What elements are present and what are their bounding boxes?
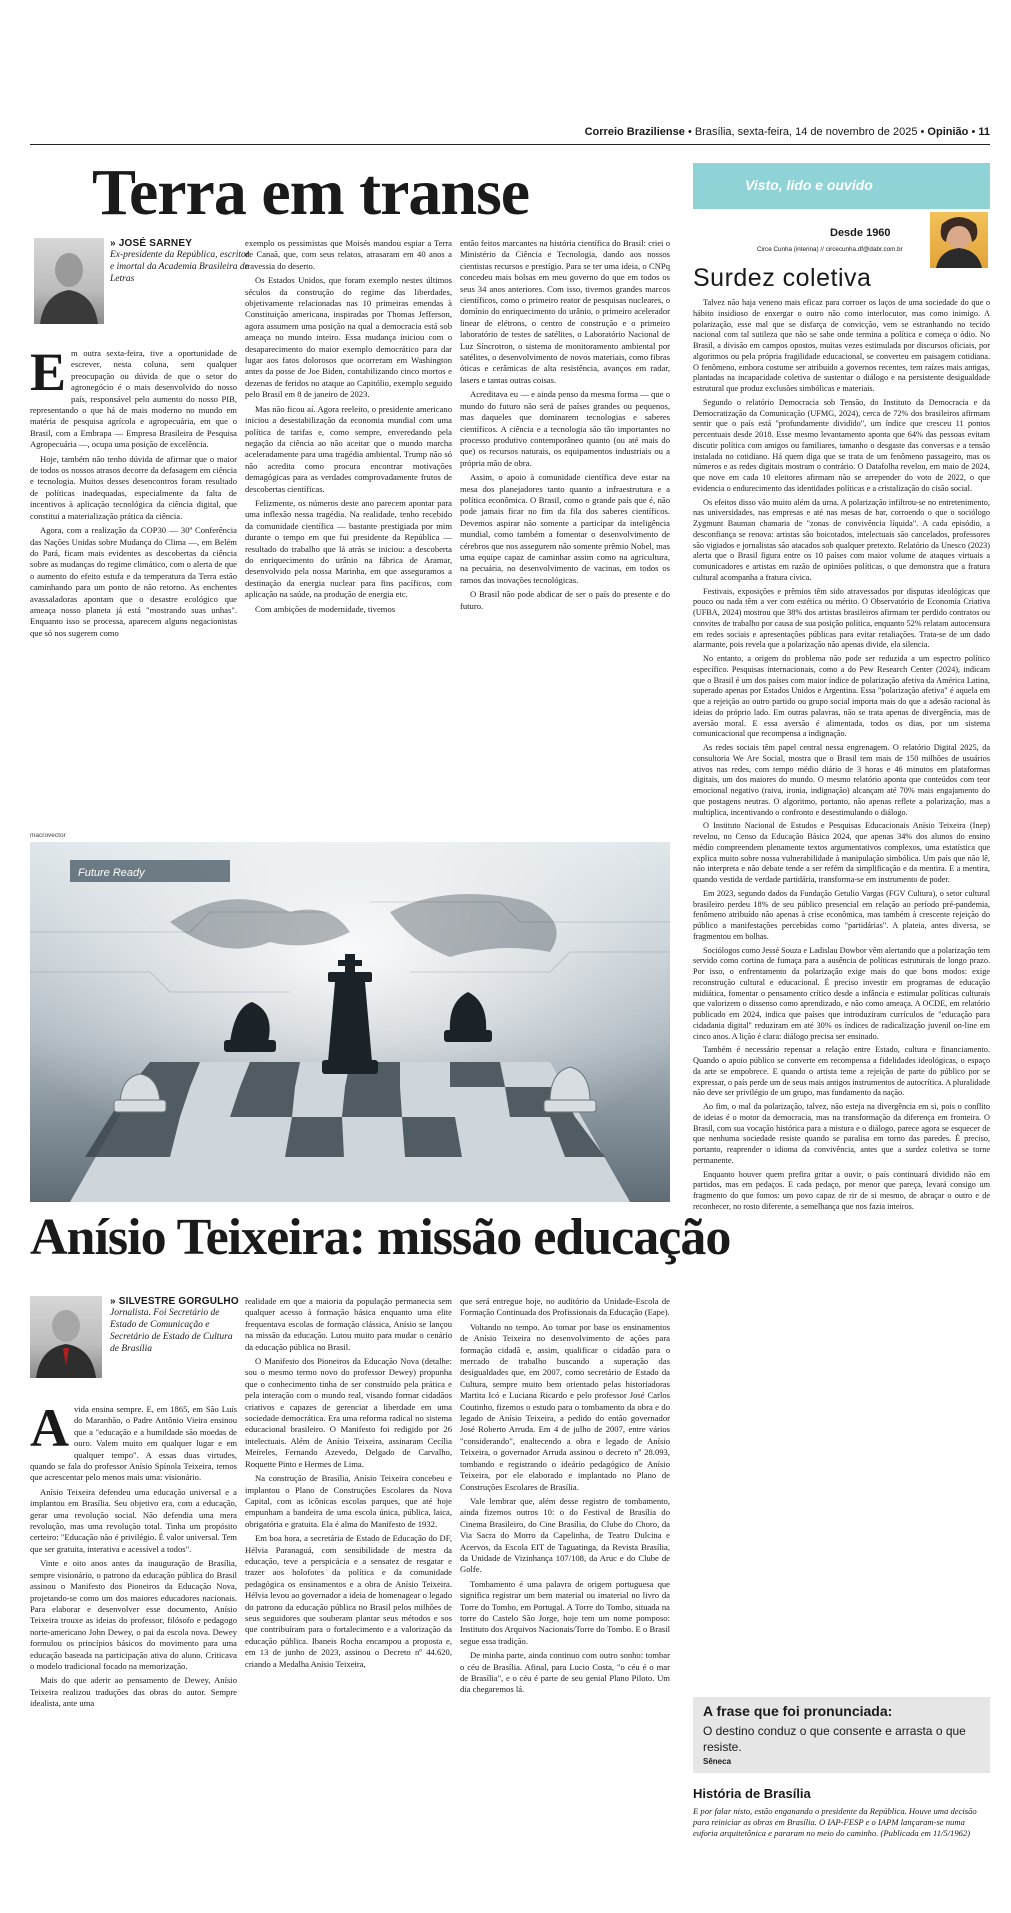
- page-number: 11: [978, 126, 990, 138]
- paragraph: Em boa hora, a secretária de Estado de Educação do DF, Hélvia Paranaguá, com sensibilidade de mestra da educação, teve a perspicácia e a sensatez de resgatar e trazer aos holofotes da política e da comunidade pedagógica os ensinamentos e a obra de Anísio Teixeira. Hélvia levou ao governador a ideia de homenagear o legado do patrono da educação pública no Brasil pelos milhões de seus seguidores que souberam plantar seus métodos e sos que contribuíram para o fortalecimento e a valorização da educação pública. Ibaneis Rocha encampou a proposta e, em 13 de junho de 2023, assinou o Decreto nº 44.620, criando a Medalha Anísio Teixeira,: [245, 1533, 452, 1669]
- paragraph: Assim, o apoio à comunidade científica deve estar na mesa dos planejadores tanto quanto a infraestrutura e a política econômica. O Brasil, como o grande país que é, não pode jamais ficar no fim da fila dos saberes científicos. Devemos aspirar não somente a participar da inteligência mundial, como também a fomentar o desenvolvimento de cérebros que nos assegurem não somente prêmio Nobel, mas uma equipe capaz de caminhar assim como na agricultura, na pecuária, no desenvolvimento de vacinas, em todos os ramos das inovações tecnológicas.: [460, 472, 670, 585]
- paragraph: m outra sexta-feira, tive a oportunidade de escrever, nesta coluna, sem qualquer preocupação ou dúvida de que o setor do agronegócio é o mais desenvolvido do nosso país, responsável pelo aumento do nosso PIB, representando o que há de mais moderno no mundo em matéria de pesquisa agrícola e agropecuária, em que o Brasil, com a Embrapa — Empresa Brasileira de Pesquisa Agropecuária —, ocupa uma posição de excelência.: [30, 348, 237, 450]
- column-since: Desde 1960: [830, 227, 891, 239]
- place-date: Brasília, sexta-feira, 14 de novembro de 2025: [694, 126, 918, 138]
- portrait-icon: [30, 1296, 102, 1378]
- paragraph: Agora, com a realização da COP30 — 30ª Conferência das Nações Unidas sobre Mudança do Clima —, em Belém do Pará, ficam mais evidentes as descobertas da ciência sobre as mudanças do regime climático, com o alerta de que o aumento do efeito estufa e da temperatura da Terra estão caminhando para um ponto de não retorno. As enchentes avassaladoras apontam que o desastre ecológico que ameaça nosso planeta já está "mostrando suas unhas". Enquanto isso se processa, aparecem alguns negacionistas que só nos sugerem como: [30, 525, 237, 638]
- paragraph: então feitos marcantes na história científica do Brasil: criei o Ministério da Ciência e Tecnologia, dando aos nossos cientistas recursos e prestígio. Para se ter uma ideia, o CNPq concedeu mais bolsas em meu governo do que em todos os seus 34 anos anteriores. Com isso, tivemos grandes marcos científicos, como o primeiro reator de pesquisas nucleares, o domínio do enriquecimento do urânio, o primeiro acelerador linear de elétrons, o centro de construção e o primeiro laboratório de testes de satélites, o Laboratório Nacional de Luz Síncrotron, o sistema de monitoramento ambiental por satélites, o desenvolvimento de novos materiais, como fibras óticas e cerâmicas de alta resistência, avanços em radar, lasers e tantas outras coisas.: [460, 238, 670, 385]
- paragraph: Acreditava eu — e ainda penso da mesma forma — que o mundo do futuro não será de países grandes ou pequenos, mas daqueles que dominarem tecnologias e saberes científicos. A ciência e a tecnologia são tão importantes no processo produtivo contemporâneo quanto (ou até mais do que) os recursos naturais, os equipamentos industriais ou a própria mão de obra.: [460, 389, 670, 468]
- portrait-icon: [930, 212, 988, 268]
- article2-title: Anísio Teixeira: missão educação: [30, 1209, 731, 1266]
- paragraph: Festivais, exposições e prêmios têm sido atravessados por disputas ideológicas que pouco ou nada têm a ver com estética ou mérito. O Observatório de Economia Criativa (UFBA, 2024) mostrou que 38% dos artistas brasileiros afirmam ter perdido contratos ou convites de trabalho por causa de sua posição política, enquanto 52% relatam autocensura em redes sociais e apresentações públicas para evitar retaliações. Trata-se de um dado alarmante, pois revela que a polarização não apenas divide, ela silencia.: [693, 586, 990, 650]
- paragraph: exemplo os pessimistas que Moisés mandou espiar a Terra de Canaã, que, com seus relatos, atrasaram em 40 anos a travessia do deserto.: [245, 238, 452, 271]
- paragraph: realidade em que a maioria da população permanecia sem qualquer acesso à formação básica enquanto uma elite frequentava escolas de formação clássica, Anísio se lançou na missão da educação. Lutou muito para mudar o cenário da educação pública no Brasil.: [245, 1296, 452, 1352]
- page-masthead: Correio Braziliense • Brasília, sexta-feira, 14 de novembro de 2025 • Opinião • 11: [584, 126, 990, 138]
- paragraph: Enquanto houver quem prefira gritar a ouvir, o país continuará dividido não em partidos, mas em pedaços. E cada pedaço, por menor que pareça, levará consigo um fragmento do que fomos: um povo capaz de rir de si mesmo, de abraçar o outro e de reconhecer, no rosto diferente, a semelhança que nos fazia inteiros.: [693, 1169, 990, 1211]
- article1-dropcap: E: [30, 342, 67, 402]
- portrait-icon: [34, 238, 104, 324]
- chess-board-illustration: [30, 842, 670, 1202]
- article1-title: Terra em transe: [92, 156, 530, 229]
- article1-column-2: [245, 238, 452, 818]
- paragraph: Voltando no tempo. Ao tomar por base os ensinamentos de Anísio Teixeira no desenvolvimento de ações para formação cidadã e, assim, qualificar o cidadão para o mercado de trabalho buscando a superação das desigualdades que, em 2007, como secretário de Estado da Cultura, sempre muito bem orientado pelas historiadoras Martita Icó e Luciana Ricardo e pelo professor José Carlos Coutinho, fizemos o estudo para o tombamento da obra e do legado de Anísio Teixeira, a pedido do então governador José Roberto Arruda. Em 4 de julho de 2007, entre vários "considerando", enaltecendo a obra e legado de Anísio Teixeira, o governador Arruda assinou o decreto nº 28.093, tombando e registrando o ideário pedagógico de Anísio Teixeira, por ele elaborado e implantado no Plano de Construções Escolares de Brasília.: [460, 1321, 670, 1492]
- article2-column-2: [245, 1296, 452, 1906]
- paragraph: O Brasil não pode abdicar de ser o país do presente e do futuro.: [460, 589, 670, 611]
- paragraph: Hoje, também não tenho dúvida de afirmar que o maior de todos os nossos atrasos decorre da defasagem em ciência e tecnologia. Muitos desses desencontros foram resultado de políticas inadequadas, especialmente da falta de incentivos à aplicação tecnológica da ciência digital, que constitui a materialização prática da ciência.: [30, 453, 237, 521]
- paragraph: Mas não ficou aí. Agora reeleito, o presidente americano iniciou a desestabilização da economia mundial com uma política de tarifas e, como sempre, enveredando pela negação da ciência ao não aceitar que o mundo marcha aceleradamente para uma tragédia ambiental. Trump não só não acredita como procura encontrar motivações demagógicas para as verdades comprovadamente frutos de descobertas científicas.: [245, 403, 452, 494]
- newspaper-name: Correio Braziliense: [584, 126, 685, 138]
- author2-bio: Jornalista. Foi Secretário de Estado de Comunicação e Secretário de Estado de Cultura de Brasília: [110, 1308, 233, 1354]
- paragraph: Anísio Teixeira defendeu uma educação universal e a implantou em Brasília. Seu objetivo era, com a educação, gerar uma revolução social. Não defendia uma mera revolução, mas uma revolução total. Tinha um propósito certeiro: "Educação não é privilégio. É valor universal. Tem que ser gratuita, interativa e acessível a todos".: [30, 1486, 237, 1554]
- paragraph: que será entregue hoje, no auditório da Unidade-Escola de Formação Continuada dos Profissionais da Educação (Eape).: [460, 1296, 670, 1318]
- paragraph: Talvez não haja veneno mais eficaz para corroer os laços de uma sociedade do que o hábito insidioso de enxergar o outro não como interlocutor, mas como inimigo. A polarização, esse mal que se disfarça de convicção, vem se estranhando no tecido nacional com tal sutileza que não se sabe onde termina a política e começa o ódio. No Brasil, a divisão em campos opostos, muitas vezes estimulada por discursos oficiais, por algoritmos ou pela própria fragilidade educacional, se converteu em paisagem cotidiana. O fenômeno, embora costume ser atribuído a governos recentes, tem raízes mais antigas, plantadas na incapacidade coletiva de sustentar o diálogo e na persistente desigualdade estrutural que produz exclusões simbólicas e materiais.: [693, 298, 990, 393]
- paragraph: Em 2023, segundo dados da Fundação Getulio Vargas (FGV Cultura), o setor cultural brasileiro perdeu 18% de seu público presencial em relação ao período pré-pandemia, fenômeno atribuído não apenas à crise econômica, mas também à crescente rejeição do público a manifestações percebidas como "partidárias". A plateia, antes diversa, se fragmentou em bolhas.: [693, 888, 990, 941]
- section-name: Opinião: [927, 126, 969, 138]
- column-byline: Circe Cunha (interina) // circecunha.df@dabr.com.br: [757, 246, 903, 253]
- paragraph: Sociólogos como Jessé Souza e Ladislau Dowbor vêm alertando que a polarização tem servido como cortina de fumaça para a ausência de políticas estruturais de longo prazo. Por isso, o enfrentamento da polarização exige mais do que bons modos: exige reconstrução cultural e educacional. É preciso investir em programas de educação midiática, fomentar o pensamento crítico desde a infância e estimular políticas culturais que valorizem o dissenso como aprendizado, e não como ameaça. A OCDE, em relatório publicado em 2024, indica que países que introduziram currículos de "educação para cidadania digital" reduziram em até 30% os índices de radicalização juvenil on-line em cinco anos. A lição é clara: diálogo precisa ser ensinado.: [693, 945, 990, 1041]
- article2-dropcap: A: [30, 1398, 69, 1458]
- author1-bio: Ex-presidente da República, escritor e imortal da Academia Brasileira de Letras: [110, 250, 250, 284]
- image-banner-text: Future Ready: [78, 867, 145, 879]
- column-header-text: Visto, lido e ouvido: [745, 177, 873, 193]
- sidebar-body: [693, 298, 990, 1690]
- quote-box: [693, 1697, 990, 1773]
- sidebar-title: Surdez coletiva: [693, 264, 872, 292]
- columnist-photo: [930, 212, 988, 268]
- author2-name: » SILVESTRE GORGULHO: [110, 1296, 239, 1307]
- paragraph: Vale lembrar que, além desse registro de tombamento, ainda fizemos outros 10: o do Festival de Brasília do Cinema Brasileiro, do Cine Brasília, do Clube do Choro, da Via Sacra do Morro da Capelinha, de Teatro Dulcina e Acervos, da Escola EIT de Taguatinga, da Revista Brasília, da Unidade de Vizinhança 107/108, da Aruc e do Clube de Golfe.: [460, 1495, 670, 1575]
- article2-column-1: [30, 1398, 237, 1904]
- paragraph: Os efeitos disso vão muito além da urna. A polarização infiltrou-se no entretenimento, nas universidades, nas empresas e até nas mesas de bar, corroendo o que o sociólogo Zygmunt Bauman chamaria de "zonas de convivência líquida". A cada episódio, a desconfiança se renova: artistas são boicotados, intelectuais são cancelados, professores são vigiados e jornalistas são atacados sob qualquer pretexto. Relatório da Unesco (2023) alerta que o Brasil figura entre os 10 países com maior volume de ataques virtuais a comunicadores e artistas em razão de opiniões políticas, o que demonstra que a fratura cultural acompanha a fratura cívica.: [693, 497, 990, 582]
- quote-text: O destino conduz o que consente e arrasta o que resiste.: [703, 1724, 966, 1754]
- column-header-visto-lido-ouvido: [693, 163, 990, 209]
- historia-text: E por falar nisto, estão enganando o presidente da República. Houve uma decisão para reiniciar as obras em Brasília. O IAP-FESP e o IAPM lançaram-se numa euforia arquitetônica e pararam no meio do caminho. (Publicada em 11/5/1962): [693, 1806, 977, 1838]
- paragraph: No entanto, a origem do problema não pode ser reduzida a um espectro político específico. Pesquisas internacionais, como a do Pew Research Center (2024), indicam que o Brasil é um dos países com maior índice de polarização afetiva da América Latina, superado apenas por Estados Unidos e Argentina. Essa "polarização afetiva" é aquela em que a rejeição ao outro partido ou grupo social importa mais do que a adesão racional às ideias do próprio lado. Em outras palavras, não se trata apenas de divergência, mas de aversão moral. E essa aversão é alimentada, todos os dias, por um sistema comunicacional que recompensa a indignação.: [693, 654, 990, 739]
- paragraph: Mais do que aderir ao pensamento de Dewey, Anísio Teixeira realizou traduções das obras do autor. Sempre idealista, ante uma: [30, 1675, 237, 1709]
- paragraph: De minha parte, ainda continuo com outro sonho: tombar o céu de Brasília. Afinal, para Lucio Costa, "o céu é o mar de Brasília", e o céu é parte de seu genial Plano Piloto. Um dia chegaremos lá.: [460, 1650, 670, 1695]
- paragraph: As redes sociais têm papel central nessa engrenagem. O relatório Digital 2025, da consultoria We Are Social, mostra que o Brasil tem mais de 150 milhões de usuários ativos nas redes, com tempo médio diário de 3 horas e 46 minutos em plataformas digitais, um dos maiores do mundo. O mesmo relatório aponta que conteúdos com teor emocional negativo (raiva, ironia, indignação) alcançam até 70% mais engajamento do que postagens neutras. O algoritmo, portanto, não apenas reflete a polarização, mas a multiplica, incentivando o confronto e desestimulando o diálogo.: [693, 743, 990, 817]
- chess-illustration: [30, 842, 670, 1202]
- author1-name: » JOSÉ SARNEY: [110, 238, 193, 249]
- paragraph: Os Estados Unidos, que foram exemplo nestes últimos séculos da construção do regime das liberdades, objetivamente relacionadas nas 10 primeiras emendas à Constituição americana, inspiradas por Thomas Jefferson, agora assumem uma posição na qual a democracia está sob ameaça no mundo inteiro. Essa mudança iniciou com o desaparecimento do maior exemplo democrático para dar lugar aos fatos dolorosos que ocorreram em Washington antes da posse de Joe Biden, contabilizando cinco mortos e dezenas de feridos no ataque ao Capitólio, exemplo seguido pelo Brasil em 8 de janeiro de 2023.: [245, 275, 452, 400]
- author2-photo: [30, 1296, 102, 1378]
- paragraph: Na construção de Brasília, Anísio Teixeira concebeu e implantou o Plano de Construções Escolares da Nova Capital, com as icônicas escolas parques, que até hoje empunham a bandeira de uma escola única, pública, laica, obrigatória e gratuita. Ela é alma do Manifesto de 1932.: [245, 1473, 452, 1529]
- article1-column-1: [30, 342, 237, 818]
- masthead-rule: [30, 144, 990, 145]
- paragraph: Segundo o relatório Democracia sob Tensão, do Instituto da Democracia e da Democratização da Comunicação (UFMG, 2024), cerca de 72% dos brasileiros afirmam sentir que o país está "profundamente dividido", um índice que cresceu 11 pontos percentuais desde 2018. Esse mesmo levantamento aponta que 64% das pessoas evitam discutir política com amigos ou familiares, tamanho o desgaste das conversas e a tensão instalada no cotidiano. Há quem diga que se trata de um fenômeno passageiro, mas os números e as redes digitais mostram o contrário. O Datafolha revelou, em maio de 2024, que nove em cada 10 eleitores afirmam não se arrepender do voto de 2022, o que evidencia o endurecimento das identidades políticas e a cristalização do cisão social.: [693, 397, 990, 493]
- image-credit: macrovector: [30, 832, 66, 839]
- paragraph: O Instituto Nacional de Estudos e Pesquisas Educacionais Anísio Teixeira (Inep) revelou, no Censo da Educação Básica 2024, que apenas 34% dos alunos do ensino médio compreendem plenamente textos argumentativos complexos, uma estatística que explica muito sobre nossa vulnerabilidade à manipulação simbólica. Um país que não lê, não interpreta e não debate tende a ser refém da simplificação e da mentira. E a mentira, quando vestida de verdade partidária, transforma-se em instrumento de poder.: [693, 821, 990, 884]
- quote-heading: A frase que foi pronunciada:: [703, 1703, 893, 1719]
- article2-column-3: [460, 1296, 670, 1906]
- paragraph: Também é necessário repensar a relação entre Estado, cultura e financiamento. Quando o apoio público se converte em recompensa a fidelidades ideológicas, o espaço da arte se empobrece. E quando o artista teme a rejeição de parte do público por se expressar, o país perde um de seus mais antigos instrumentos de autocrítica. A pluralidade não deve ser privilégio de um grupo, mas fundamento da nação.: [693, 1045, 990, 1098]
- paragraph: O Manifesto dos Pioneiros da Educação Nova (detalhe: sou o mesmo termo novo do professor Dewey) propunha que o conhecimento tinha de ser construído pela prática e pela interação com o mundo real, visando formar cidadãos criativos e capazes de gerenciar a liberdade em uma sociedade democrática. Era uma reforma radical no sistema educacional brasileiro. O Manifesto foi redigido por 26 intelectuais. Além de Anísio Teixeira, assinaram Cecília Meireles, Fernando Azevedo, Delgado de Carvalho, Roquette Pinto e Hermes de Lima.: [245, 1356, 452, 1469]
- paragraph: Com ambições de modernidade, tivemos: [255, 603, 396, 614]
- author2-block: [110, 1296, 240, 1355]
- author1-block: [110, 238, 250, 285]
- paragraph: Felizmente, os números deste ano parecem apontar para uma inflexão nessa tragédia. Na realidade, tenho recebido da comunidade científica — bastante prestigiada por mim durante o tempo em que fui presidente da República — resultado do trabalho que lá atrás se iniciou: a descoberta do enriquecimento do urânio na fábrica de Aramar, desenvolvido pela nossa Marinha, em que asseguramos a destinação da energia nuclear para fins pacíficos, com aplicação na saúde, na produção de energia etc.: [245, 497, 452, 600]
- paragraph: vida ensina sempre. E, em 1865, em São Luís do Maranhão, o Padre Antônio Vieira ensinou que a "educação e a humildade são moedas de ouro. Valem muito em qualquer lugar e em qualquer tempo". A essas duas virtudes, quando se fala do professor Anísio Spínola Teixeira, temos que acrescentar pelo menos mais uma: visionário.: [30, 1404, 237, 1483]
- historia-heading: História de Brasília: [693, 1786, 811, 1801]
- paragraph: Vinte e oito anos antes da inauguração de Brasília, sempre visionário, o patrono da educação pública do Brasil assinou o Manifesto dos Pioneiros da Educação Nova, projetando-se como um dos maiores educadores nacionais. Para elaborar e desenvolver esse documento, Anísio Teixeira trouxe as ideias do professor, filósofo e pedagogo norte-americano John Dewey, o pai da escola nova. Dewey formulou os princípios básicos do movimento para uma educação baseada na participação ativa do aluno. Criticava o modelo tradicional focado na memorização.: [30, 1558, 237, 1671]
- paragraph: Tombamento é uma palavra de origem portuguesa que significa registrar um bem material ou imaterial no livro da Torre do Tombo, em Portugal. A Torre do Tombo, situada na torre do Castelo São Jorge, hoje tem um nome pomposo: Instituto dos Arquivos Nacionais/Torre do Tombo. E o Brasil segue essa tradição.: [460, 1578, 670, 1646]
- quote-author: Sêneca: [703, 1757, 732, 1766]
- paragraph: Ao fim, o mal da polarização, talvez, não esteja na divergência em si, pois o conflito de ideias é o motor da democracia, mas na transformação da diferença em fronteira. O Brasil, com sua vocação histórica para a mistura e o diálogo, parece agora se esquecer de que nenhuma sociedade resiste quando se paralisa em torno das paredes. É preciso, portanto, reaprender o idioma da convivência, antes que a surdez coletiva se torne permanente.: [693, 1102, 990, 1165]
- author1-photo: [34, 238, 104, 324]
- article1-column-3: [460, 238, 670, 818]
